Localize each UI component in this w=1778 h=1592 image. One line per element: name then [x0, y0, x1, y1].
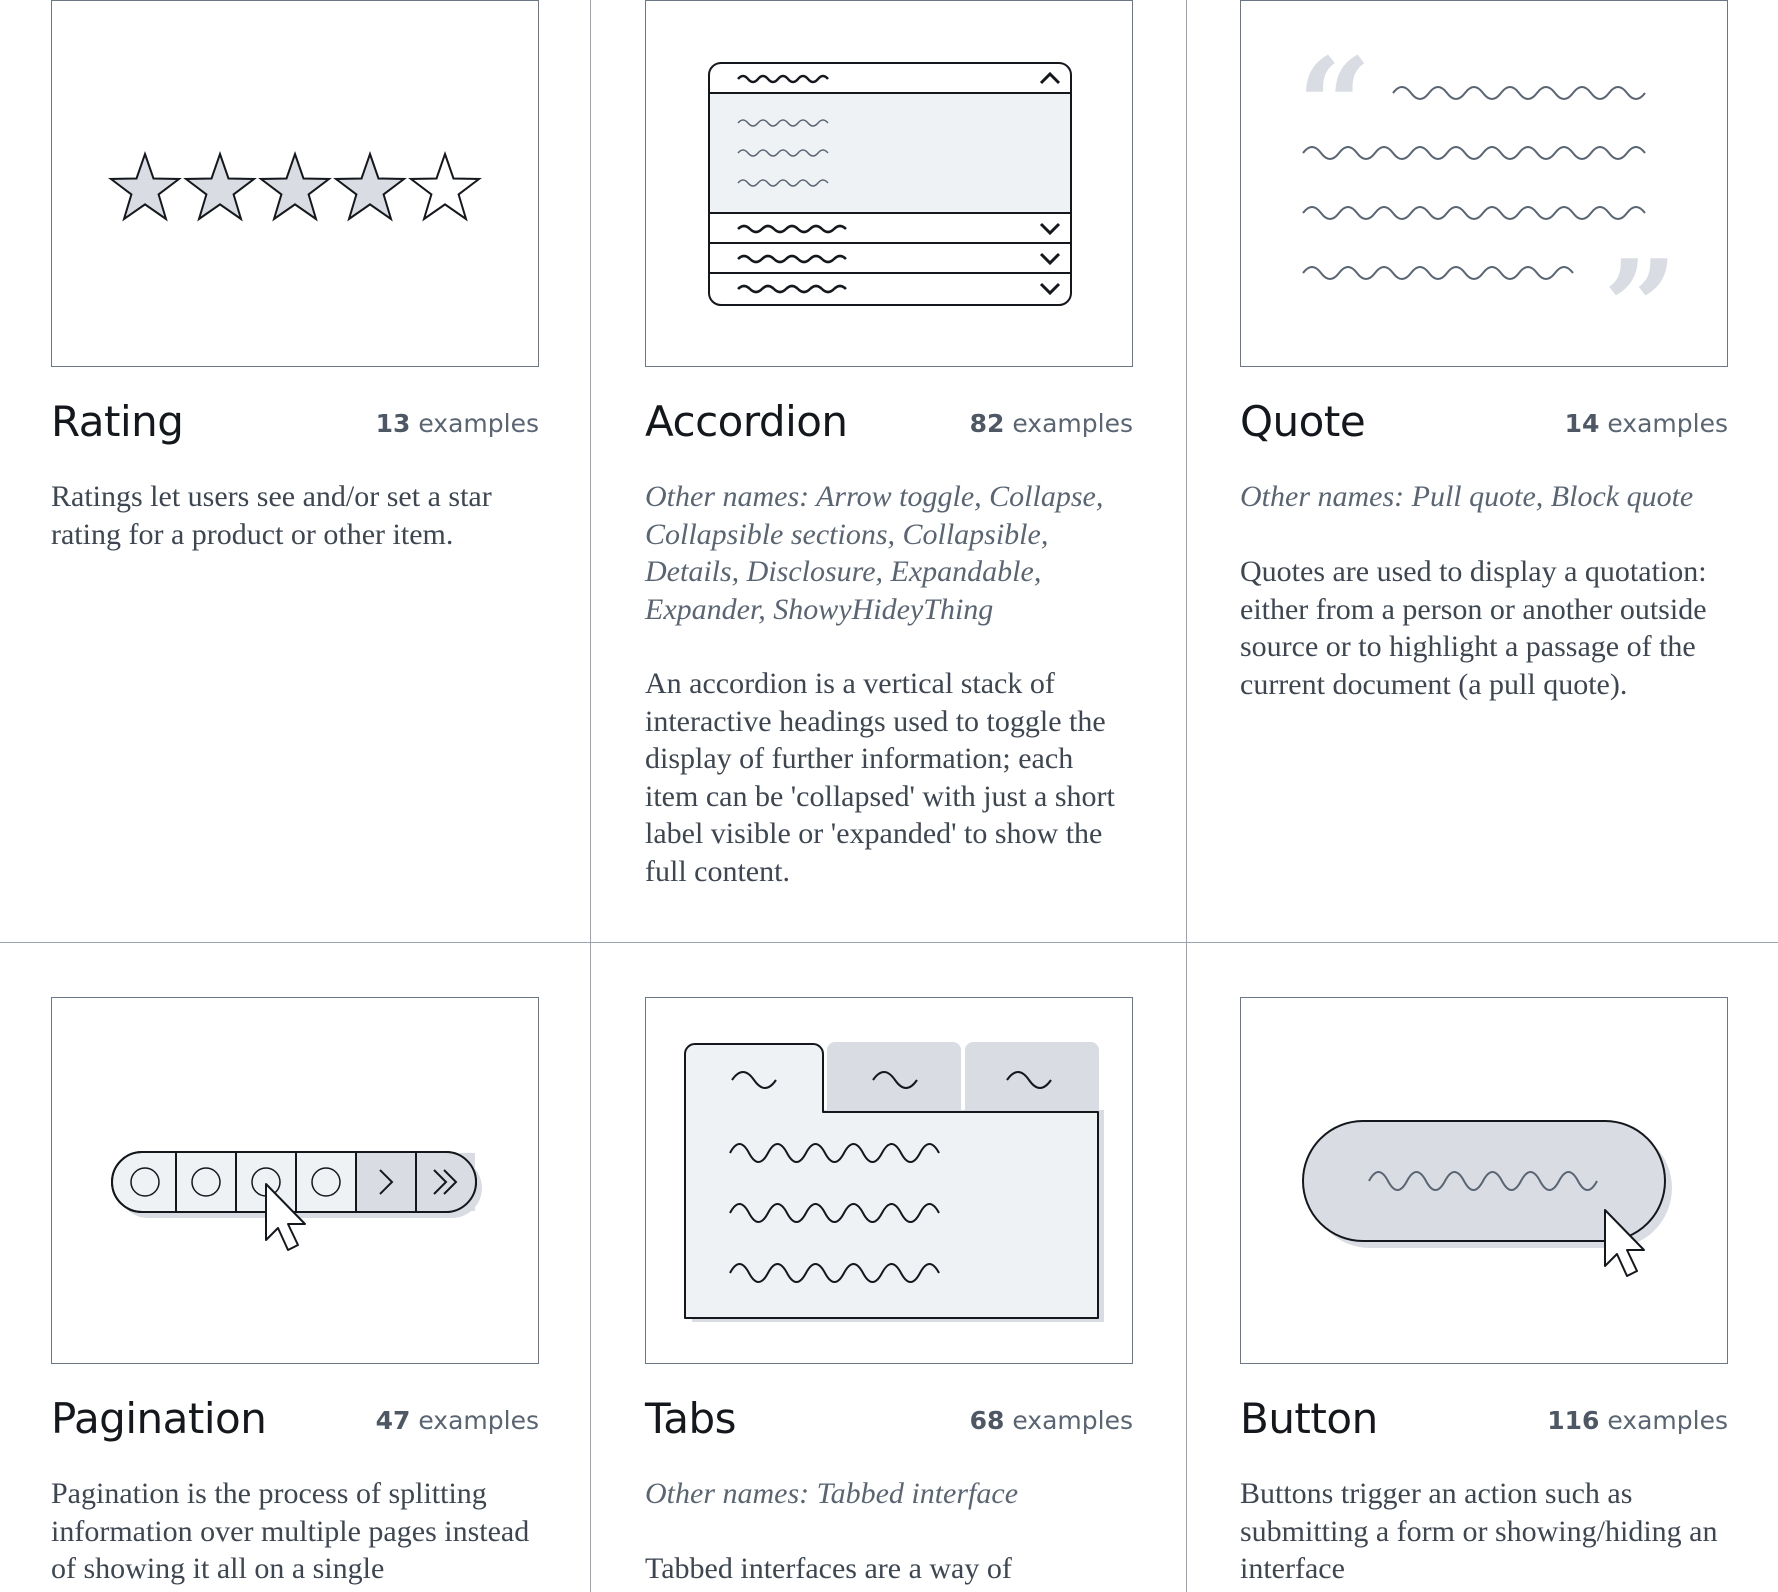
card-header: [51, 1394, 539, 1450]
card-header: [645, 397, 1133, 453]
quote-illustration: [1240, 0, 1728, 367]
tabs-icon: [646, 998, 1132, 1363]
card-description: Ratings let users see and/or set a star rating for a product or other item.: [51, 480, 492, 551]
star-icon: [261, 154, 329, 219]
pagination-icon: [52, 998, 538, 1363]
card-header: [1240, 397, 1728, 453]
example-count: [376, 1406, 539, 1435]
card-description: Pagination is the process of splitting information over multiple pages instead of showing it all on a single: [51, 1477, 530, 1585]
card-description: Quotes are used to display a quotation: either from a person or another outside source or to highlight a passage of the current document (a pull quote).: [1240, 555, 1707, 701]
card-title[interactable]: Button: [1240, 1394, 1378, 1443]
example-count: [970, 1406, 1133, 1435]
count-suffix: examples: [418, 1406, 539, 1435]
tabs-illustration: [645, 997, 1133, 1364]
card-title[interactable]: Rating: [51, 397, 184, 446]
column-divider: [590, 0, 591, 1592]
card-description: Tabbed interfaces are a way of: [645, 1552, 1012, 1585]
example-count: [1565, 409, 1728, 438]
card-title[interactable]: Quote: [1240, 397, 1366, 446]
card-title[interactable]: Tabs: [645, 1394, 736, 1443]
button-illustration: [1240, 997, 1728, 1364]
other-names: Other names: Pull quote, Block quote: [1240, 480, 1694, 513]
button-icon: [1241, 998, 1727, 1363]
star-icon: [186, 154, 254, 219]
card-description: An accordion is a vertical stack of interactive headings used to toggle the display of further information; each item can be 'collapsed' with just a short label visible or 'expanded' to show the full content.: [645, 667, 1115, 888]
other-names: Other names: Arrow toggle, Collapse, Collapsible sections, Collapsible, Details, Disclosure, Expandable, Expander, ShowyHideyThing: [645, 480, 1104, 626]
star-icon: [111, 154, 179, 219]
card-header: [1240, 1394, 1728, 1450]
example-count: [970, 409, 1133, 438]
other-names: Other names: Tabbed interface: [645, 1477, 1019, 1510]
card-description: Buttons trigger an action such as submitting a form or showing/hiding an interface: [1240, 1477, 1718, 1585]
count-suffix: examples: [1607, 1406, 1728, 1435]
pagination-illustration: [51, 997, 539, 1364]
column-divider: [1186, 0, 1187, 1592]
close-quote-icon: ”: [1603, 231, 1678, 366]
count-suffix: examples: [1012, 1406, 1133, 1435]
accordion-icon: [646, 1, 1132, 366]
row-divider: [0, 942, 1778, 943]
example-count: [376, 409, 539, 438]
star-icon: [411, 154, 479, 219]
count-suffix: examples: [1012, 409, 1133, 438]
count-number: 82: [969, 409, 1005, 438]
count-suffix: examples: [418, 409, 539, 438]
count-number: 13: [375, 409, 411, 438]
accordion-illustration: [645, 0, 1133, 367]
count-suffix: examples: [1607, 409, 1728, 438]
example-count: [1547, 1406, 1728, 1435]
open-quote-icon: “: [1297, 29, 1372, 182]
card-header: [645, 1394, 1133, 1450]
card-header: [51, 397, 539, 453]
rating-illustration: [51, 0, 539, 367]
card-title[interactable]: Accordion: [645, 397, 848, 446]
star-icon: [336, 154, 404, 219]
quote-icon: [1241, 1, 1727, 366]
count-number: 68: [969, 1406, 1005, 1435]
rating-stars-icon: [52, 1, 538, 366]
count-number: 47: [375, 1406, 411, 1435]
count-number: 116: [1547, 1406, 1600, 1435]
count-number: 14: [1564, 409, 1600, 438]
card-title[interactable]: Pagination: [51, 1394, 267, 1443]
